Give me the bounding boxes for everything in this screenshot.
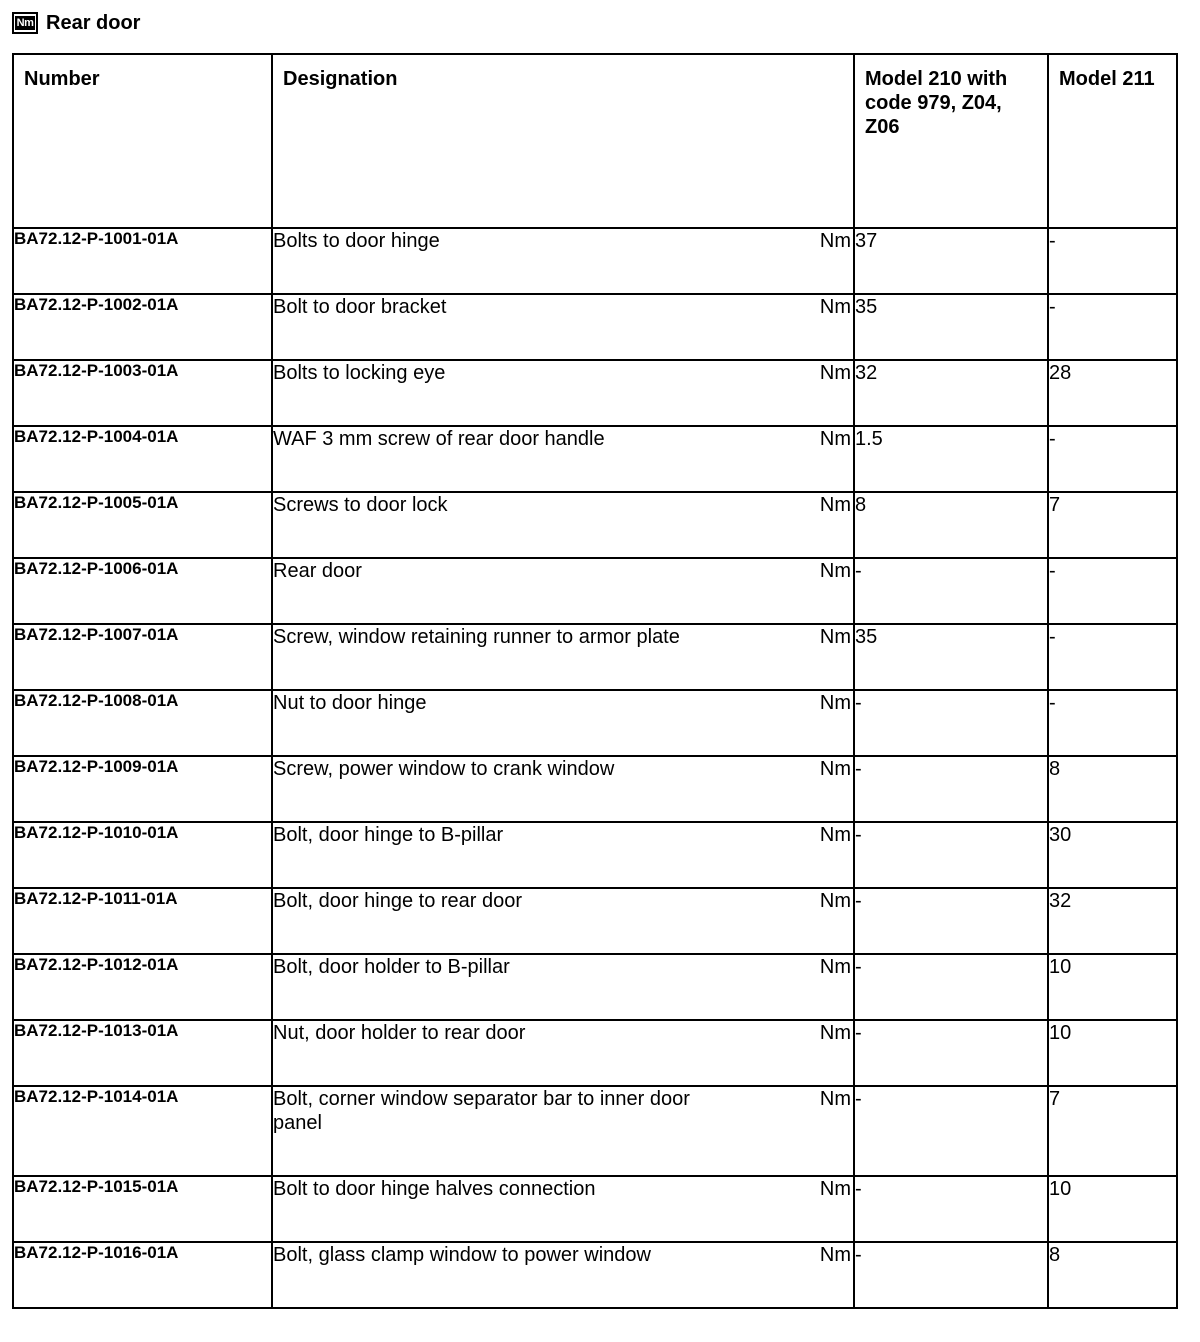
unit-label: Nm — [819, 560, 851, 582]
cell-designation — [272, 822, 854, 888]
unit-label: Nm — [819, 890, 851, 912]
unit-label: Nm — [819, 494, 851, 516]
cell-model-210: - — [854, 1020, 1048, 1086]
cell-model-210: - — [854, 558, 1048, 624]
table-row — [13, 888, 1177, 954]
cell-model-210: 35 — [854, 624, 1048, 690]
cell-number: BA72.12-P-1009-01A — [13, 756, 272, 822]
cell-designation — [272, 360, 854, 426]
unit-label: Nm — [819, 626, 851, 648]
section-heading — [12, 10, 140, 36]
designation-text: Screw, power window to crank window — [273, 758, 615, 780]
cell-number: BA72.12-P-1016-01A — [13, 1242, 272, 1308]
cell-designation — [272, 888, 854, 954]
cell-model-211: 28 — [1048, 360, 1177, 426]
cell-model-210: - — [854, 756, 1048, 822]
cell-number: BA72.12-P-1004-01A — [13, 426, 272, 492]
cell-designation — [272, 492, 854, 558]
unit-label: Nm — [819, 1178, 851, 1200]
header-model-210: Model 210 with code 979, Z04, Z06 — [854, 54, 1048, 228]
cell-number: BA72.12-P-1005-01A — [13, 492, 272, 558]
table-row — [13, 426, 1177, 492]
unit-label: Nm — [819, 1244, 851, 1266]
cell-model-210: 35 — [854, 294, 1048, 360]
designation-text: Bolts to door hinge — [273, 230, 440, 252]
table-row — [13, 756, 1177, 822]
designation-text: Bolt, corner window separator bar to inner door panel — [273, 1088, 690, 1134]
cell-model-211: 8 — [1048, 756, 1177, 822]
cell-model-210: - — [854, 954, 1048, 1020]
designation-text: Bolts to locking eye — [273, 362, 446, 384]
unit-label: Nm — [819, 692, 851, 714]
table-row — [13, 1086, 1177, 1176]
designation-text: Rear door — [273, 560, 362, 582]
designation-text: Screws to door lock — [273, 494, 448, 516]
cell-number: BA72.12-P-1014-01A — [13, 1086, 272, 1176]
cell-number: BA72.12-P-1003-01A — [13, 360, 272, 426]
cell-designation — [272, 1086, 854, 1176]
header-model-211: Model 211 — [1048, 54, 1177, 228]
cell-model-210: 37 — [854, 228, 1048, 294]
cell-designation — [272, 954, 854, 1020]
cell-model-210: 32 — [854, 360, 1048, 426]
cell-model-211: 32 — [1048, 888, 1177, 954]
cell-number: BA72.12-P-1001-01A — [13, 228, 272, 294]
cell-designation — [272, 294, 854, 360]
designation-text: Nut to door hinge — [273, 692, 427, 714]
cell-designation — [272, 1242, 854, 1308]
cell-designation — [272, 1176, 854, 1242]
cell-model-210: 8 — [854, 492, 1048, 558]
cell-model-211: - — [1048, 558, 1177, 624]
table-row — [13, 558, 1177, 624]
unit-label: Nm — [819, 1088, 851, 1110]
header-designation: Designation — [272, 54, 854, 228]
cell-model-211: 10 — [1048, 1176, 1177, 1242]
table-row — [13, 1242, 1177, 1308]
cell-model-211: 7 — [1048, 1086, 1177, 1176]
table-row — [13, 360, 1177, 426]
unit-label: Nm — [819, 362, 851, 384]
cell-designation — [272, 558, 854, 624]
unit-label: Nm — [819, 428, 851, 450]
section-title: Rear door — [46, 11, 141, 34]
cell-model-210: - — [854, 1176, 1048, 1242]
cell-number: BA72.12-P-1008-01A — [13, 690, 272, 756]
cell-model-211: 30 — [1048, 822, 1177, 888]
cell-model-210: 1.5 — [854, 426, 1048, 492]
cell-model-210: - — [854, 888, 1048, 954]
torque-spec-table — [12, 53, 1178, 1309]
cell-model-211: 8 — [1048, 1242, 1177, 1308]
designation-text: Bolt, door hinge to rear door — [273, 890, 523, 912]
table-row — [13, 228, 1177, 294]
cell-model-211: - — [1048, 228, 1177, 294]
cell-model-210: - — [854, 822, 1048, 888]
cell-number: BA72.12-P-1011-01A — [13, 888, 272, 954]
cell-model-211: - — [1048, 690, 1177, 756]
cell-number: BA72.12-P-1010-01A — [13, 822, 272, 888]
cell-number: BA72.12-P-1013-01A — [13, 1020, 272, 1086]
cell-number: BA72.12-P-1006-01A — [13, 558, 272, 624]
cell-designation — [272, 426, 854, 492]
unit-label: Nm — [819, 956, 851, 978]
torque-nm-icon: Nm — [12, 12, 38, 34]
cell-designation — [272, 756, 854, 822]
table-row — [13, 492, 1177, 558]
designation-text: Bolt, door hinge to B-pillar — [273, 824, 504, 846]
cell-designation — [272, 228, 854, 294]
designation-text: Bolt to door hinge halves connection — [273, 1178, 596, 1200]
cell-designation — [272, 624, 854, 690]
table-row — [13, 690, 1177, 756]
table-row — [13, 954, 1177, 1020]
table-row — [13, 624, 1177, 690]
cell-number: BA72.12-P-1002-01A — [13, 294, 272, 360]
designation-text: Bolt, door holder to B-pillar — [273, 956, 510, 978]
cell-model-211: 7 — [1048, 492, 1177, 558]
table-row — [13, 1176, 1177, 1242]
unit-label: Nm — [819, 1022, 851, 1044]
cell-designation — [272, 690, 854, 756]
cell-number: BA72.12-P-1012-01A — [13, 954, 272, 1020]
header-number: Number — [13, 54, 272, 228]
cell-number: BA72.12-P-1007-01A — [13, 624, 272, 690]
designation-text: Bolt, glass clamp window to power window — [273, 1244, 651, 1266]
unit-label: Nm — [819, 758, 851, 780]
table-row — [13, 1020, 1177, 1086]
designation-text: Nut, door holder to rear door — [273, 1022, 526, 1044]
unit-label: Nm — [819, 230, 851, 252]
table-header-row — [13, 54, 1177, 228]
cell-model-211: - — [1048, 426, 1177, 492]
designation-text: WAF 3 mm screw of rear door handle — [273, 428, 605, 450]
table-row — [13, 294, 1177, 360]
cell-model-210: - — [854, 1086, 1048, 1176]
cell-model-210: - — [854, 690, 1048, 756]
cell-designation — [272, 1020, 854, 1086]
cell-model-210: - — [854, 1242, 1048, 1308]
cell-model-211: - — [1048, 624, 1177, 690]
cell-model-211: 10 — [1048, 954, 1177, 1020]
unit-label: Nm — [819, 296, 851, 318]
designation-text: Bolt to door bracket — [273, 296, 447, 318]
table-body — [13, 228, 1177, 1308]
unit-label: Nm — [819, 824, 851, 846]
cell-model-211: 10 — [1048, 1020, 1177, 1086]
cell-model-211: - — [1048, 294, 1177, 360]
table-row — [13, 822, 1177, 888]
cell-number: BA72.12-P-1015-01A — [13, 1176, 272, 1242]
designation-text: Screw, window retaining runner to armor plate — [273, 626, 680, 648]
